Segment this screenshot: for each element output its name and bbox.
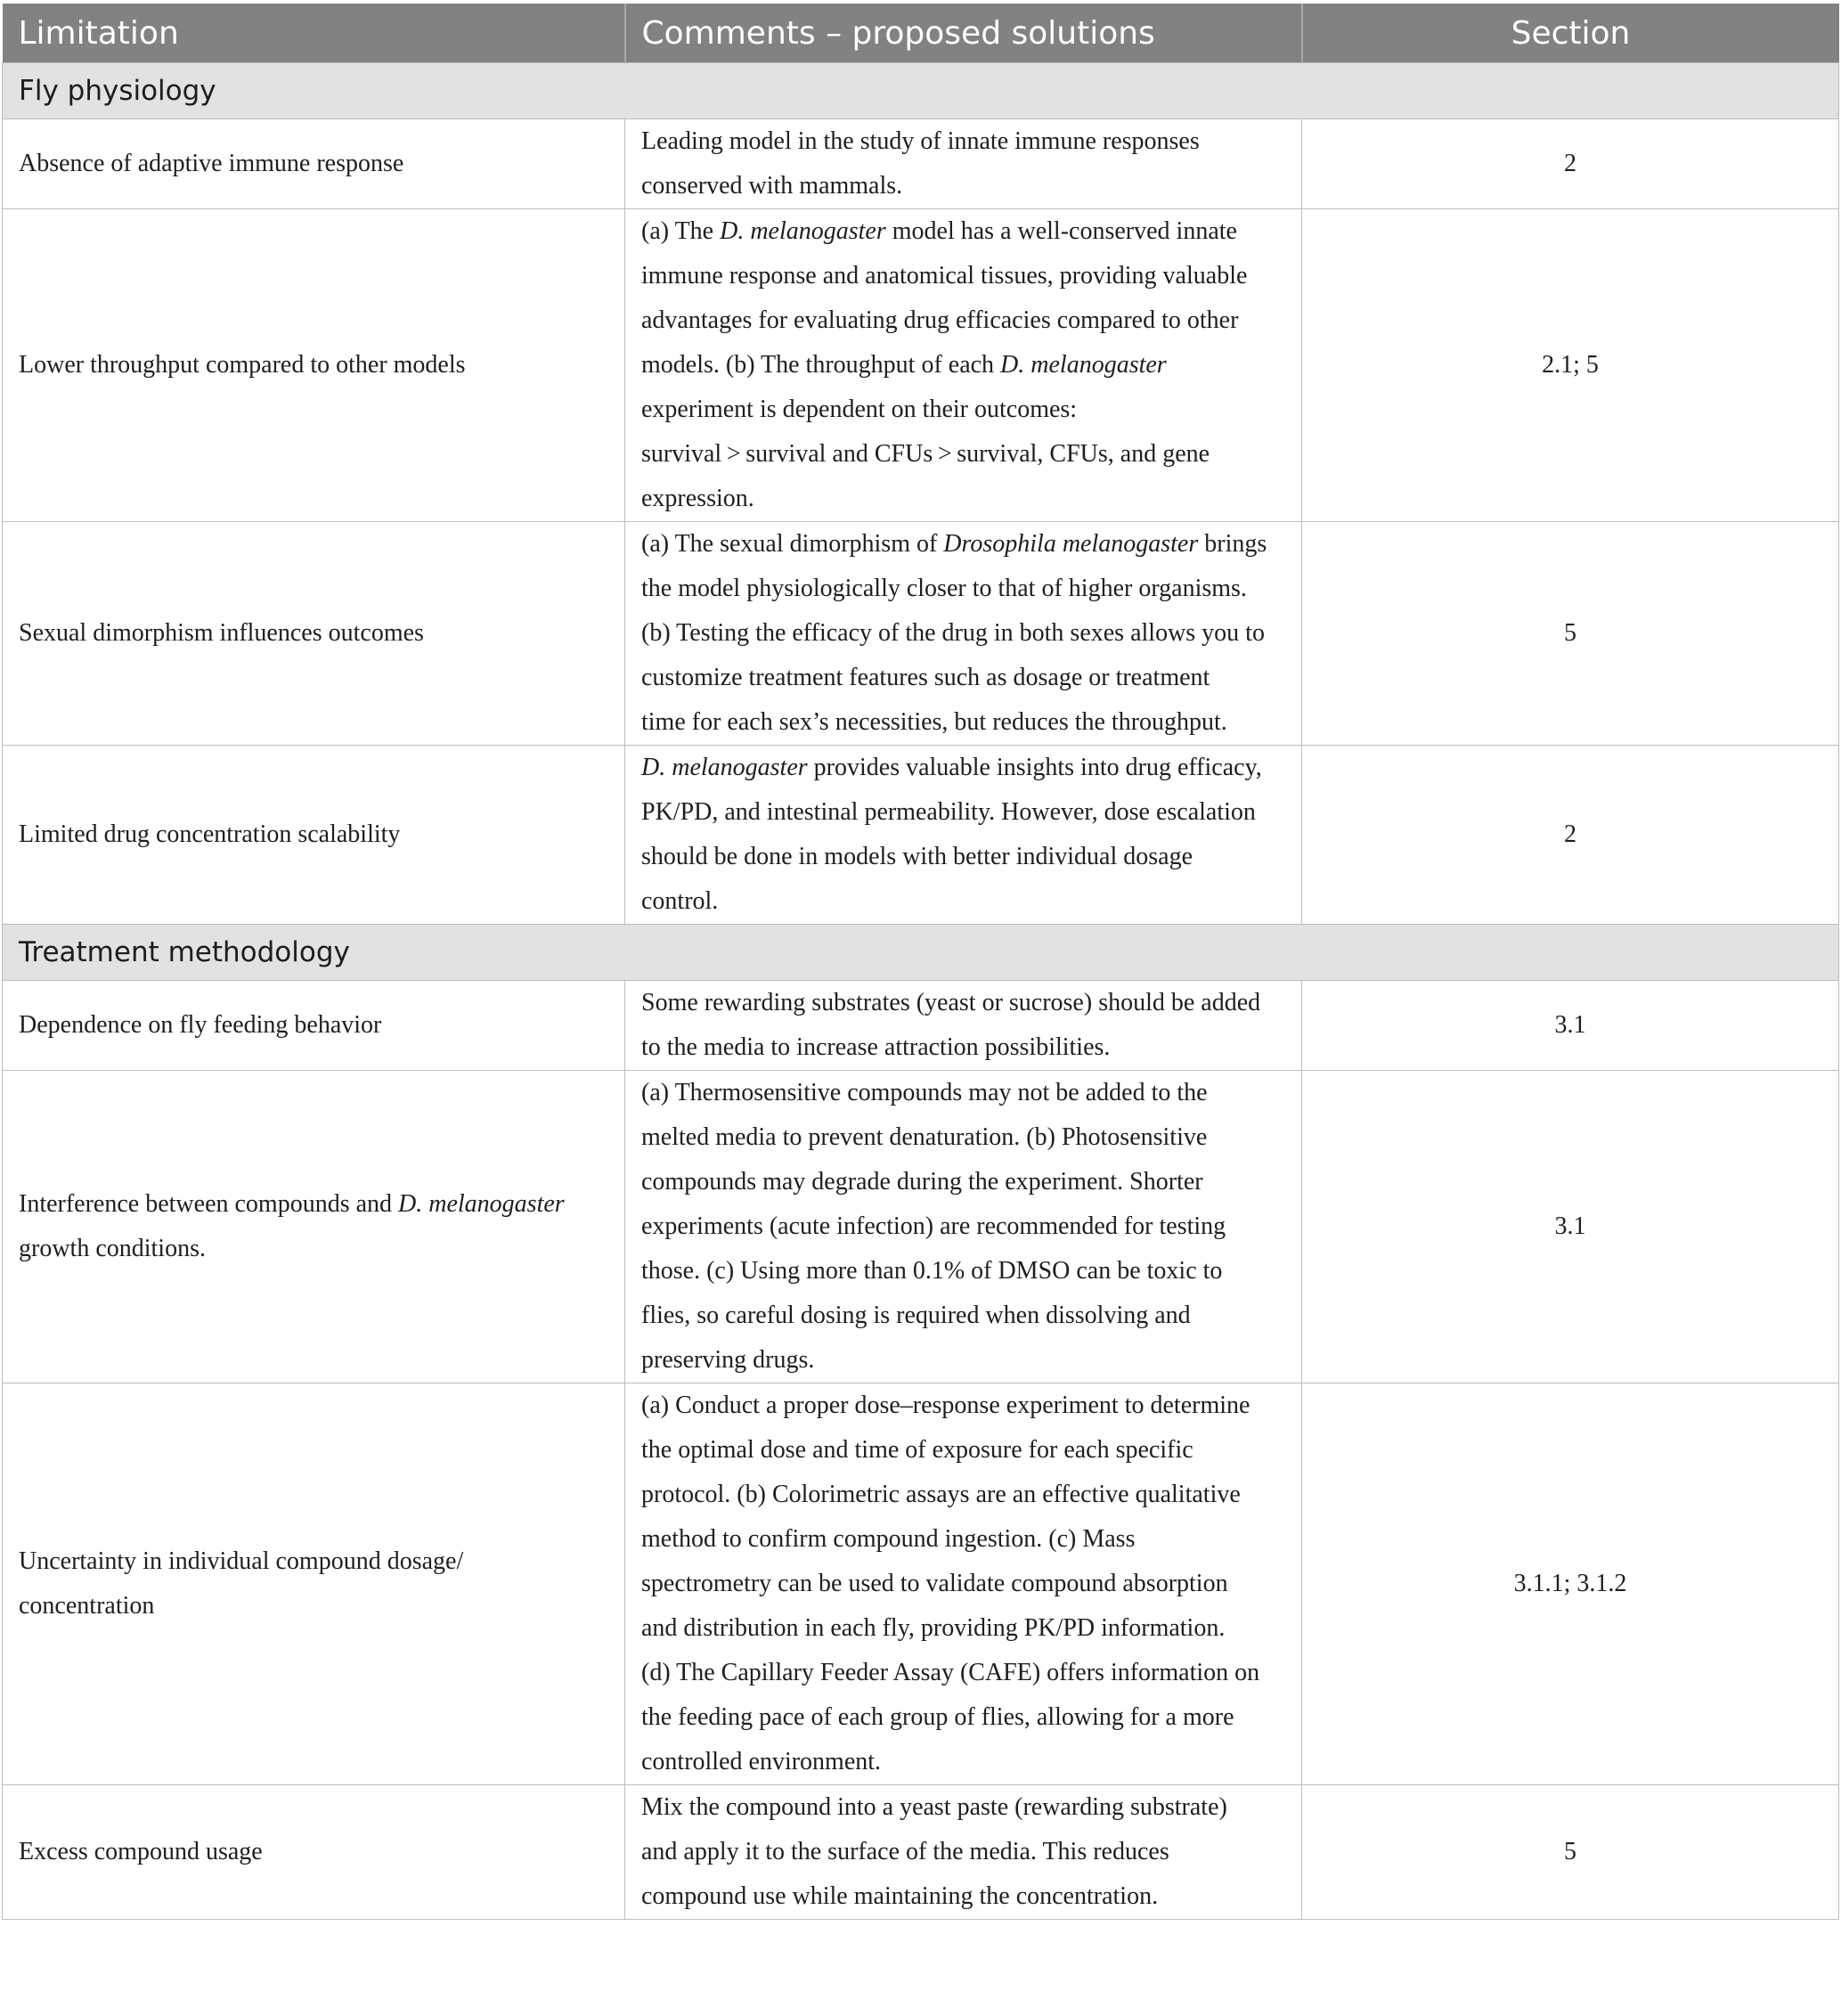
table-row (3, 1785, 1839, 1920)
table-body (3, 63, 1839, 1920)
table-row (3, 1383, 1839, 1785)
comments-line: the model physiologically closer to that of higher organisms. (641, 575, 1247, 602)
section-cell: 2 (1302, 746, 1839, 925)
comments-line: Some rewarding substrates (yeast or sucrose) should be added (641, 989, 1261, 1016)
comments-line: and distribution in each fly, providing PK/PD information. (641, 1614, 1226, 1642)
comments-line: customize treatment features such as dosage or treatment (641, 664, 1210, 691)
group-header-row (3, 63, 1839, 119)
table-header-row (3, 4, 1839, 63)
comments-line: spectrometry can be used to validate compound absorption (641, 1570, 1228, 1597)
species-name: D. melanogaster (1000, 351, 1167, 379)
comments-line: PK/PD, and intestinal permeability. However, dose escalation (641, 798, 1256, 826)
limitation-cell (3, 522, 625, 746)
comments-cell (625, 209, 1302, 522)
comments-cell (625, 1785, 1302, 1920)
limitation-line: Limited drug concentration scalability (19, 820, 401, 848)
table-row (3, 119, 1839, 209)
comments-line: to the media to increase attraction possibilities. (641, 1033, 1111, 1061)
comments-line: the optimal dose and time of exposure for each specific (641, 1436, 1193, 1464)
comments-line: those. (c) Using more than 0.1% of DMSO can be toxic to (641, 1257, 1223, 1285)
group-title: Fly physiology (3, 63, 1839, 119)
section-cell: 2.1; 5 (1302, 209, 1839, 522)
limitation-line: growth conditions. (19, 1235, 206, 1262)
limitations-table (2, 4, 1839, 1920)
comments-line: (b) Testing the efficacy of the drug in both sexes allows you to (641, 619, 1265, 647)
comments-line: protocol. (b) Colorimetric assays are an effective qualitative (641, 1481, 1241, 1508)
limitation-line: concentration (19, 1592, 155, 1620)
table-row (3, 1071, 1839, 1383)
table-row (3, 522, 1839, 746)
table-row (3, 746, 1839, 925)
comments-line: time for each sex’s necessities, but reduces the throughput. (641, 708, 1227, 736)
limitation-line: Uncertainty in individual compound dosage/ (19, 1547, 464, 1575)
comments-line: (a) Conduct a proper dose–response experiment to determine (641, 1392, 1250, 1419)
comments-line: controlled environment. (641, 1748, 882, 1775)
comments-line: (d) The Capillary Feeder Assay (CAFE) offers information on (641, 1659, 1260, 1686)
group-title: Treatment methodology (3, 925, 1839, 981)
section-cell: 5 (1302, 1785, 1839, 1920)
species-name: D. melanogaster (641, 754, 808, 781)
section-cell: 3.1 (1302, 981, 1839, 1071)
comments-cell (625, 1071, 1302, 1383)
limitation-cell (3, 746, 625, 925)
header-comments: Comments – proposed solutions (625, 4, 1302, 63)
comments-line: models. (b) The throughput of each D. melanogaster (641, 351, 1167, 379)
comments-line: the feeding pace of each group of flies, allowing for a more (641, 1703, 1234, 1731)
comments-cell (625, 746, 1302, 925)
comments-line: D. melanogaster provides valuable insights into drug efficacy, (641, 754, 1262, 781)
comments-cell (625, 522, 1302, 746)
comments-cell (625, 119, 1302, 209)
comments-line: compounds may degrade during the experiment. Shorter (641, 1168, 1203, 1196)
comments-line: experiments (acute infection) are recommended for testing (641, 1212, 1226, 1240)
table-row (3, 209, 1839, 522)
limitation-line: Absence of adaptive immune response (19, 150, 404, 177)
species-name: D. melanogaster (398, 1190, 565, 1218)
group-header-row (3, 925, 1839, 981)
comments-line: compound use while maintaining the concentration. (641, 1882, 1159, 1910)
section-cell: 2 (1302, 119, 1839, 209)
comments-cell (625, 1383, 1302, 1785)
limitation-cell (3, 1785, 625, 1920)
comments-line: flies, so careful dosing is required when dissolving and (641, 1302, 1191, 1329)
header-limitation: Limitation (3, 4, 625, 63)
comments-line: Leading model in the study of innate immune responses (641, 127, 1200, 155)
comments-line: method to confirm compound ingestion. (c) Mass (641, 1525, 1136, 1553)
limitation-cell (3, 209, 625, 522)
species-name: D. melanogaster (720, 217, 886, 245)
comments-line: melted media to prevent denaturation. (b) Photosensitive (641, 1123, 1208, 1151)
section-cell: 3.1.1; 3.1.2 (1302, 1383, 1839, 1785)
section-cell: 5 (1302, 522, 1839, 746)
comments-line: immune response and anatomical tissues, providing valuable (641, 262, 1248, 290)
comments-line: (a) Thermosensitive compounds may not be added to the (641, 1079, 1208, 1106)
limitation-cell (3, 119, 625, 209)
limitation-cell (3, 981, 625, 1071)
comments-line: preserving drugs. (641, 1346, 815, 1374)
comments-line: expression. (641, 485, 754, 512)
comments-cell (625, 981, 1302, 1071)
limitation-cell (3, 1071, 625, 1383)
comments-line: control. (641, 887, 719, 915)
comments-line: and apply it to the surface of the media. This reduces (641, 1838, 1169, 1865)
limitation-line: Excess compound usage (19, 1838, 263, 1865)
comments-line: advantages for evaluating drug efficacies compared to other (641, 306, 1239, 334)
comments-line: survival > survival and CFUs > survival, CFUs, and gene (641, 440, 1210, 468)
limitation-line: Lower throughput compared to other models (19, 351, 466, 379)
comments-line: conserved with mammals. (641, 172, 903, 200)
comments-line: Mix the compound into a yeast paste (rewarding substrate) (641, 1793, 1227, 1821)
header-section: Section (1302, 4, 1839, 63)
limitation-line: Sexual dimorphism influences outcomes (19, 619, 424, 647)
limitation-line: Dependence on fly feeding behavior (19, 1011, 382, 1039)
limitation-cell (3, 1383, 625, 1785)
section-cell: 3.1 (1302, 1071, 1839, 1383)
comments-line: (a) The D. melanogaster model has a well-conserved innate (641, 217, 1237, 245)
table-row (3, 981, 1839, 1071)
comments-line: experiment is dependent on their outcomes: (641, 396, 1078, 423)
comments-line: (a) The sexual dimorphism of Drosophila melanogaster brings (641, 530, 1267, 558)
comments-line: should be done in models with better individual dosage (641, 843, 1193, 870)
limitation-line: Interference between compounds and D. melanogaster (19, 1190, 565, 1218)
species-name: Drosophila melanogaster (943, 530, 1199, 558)
